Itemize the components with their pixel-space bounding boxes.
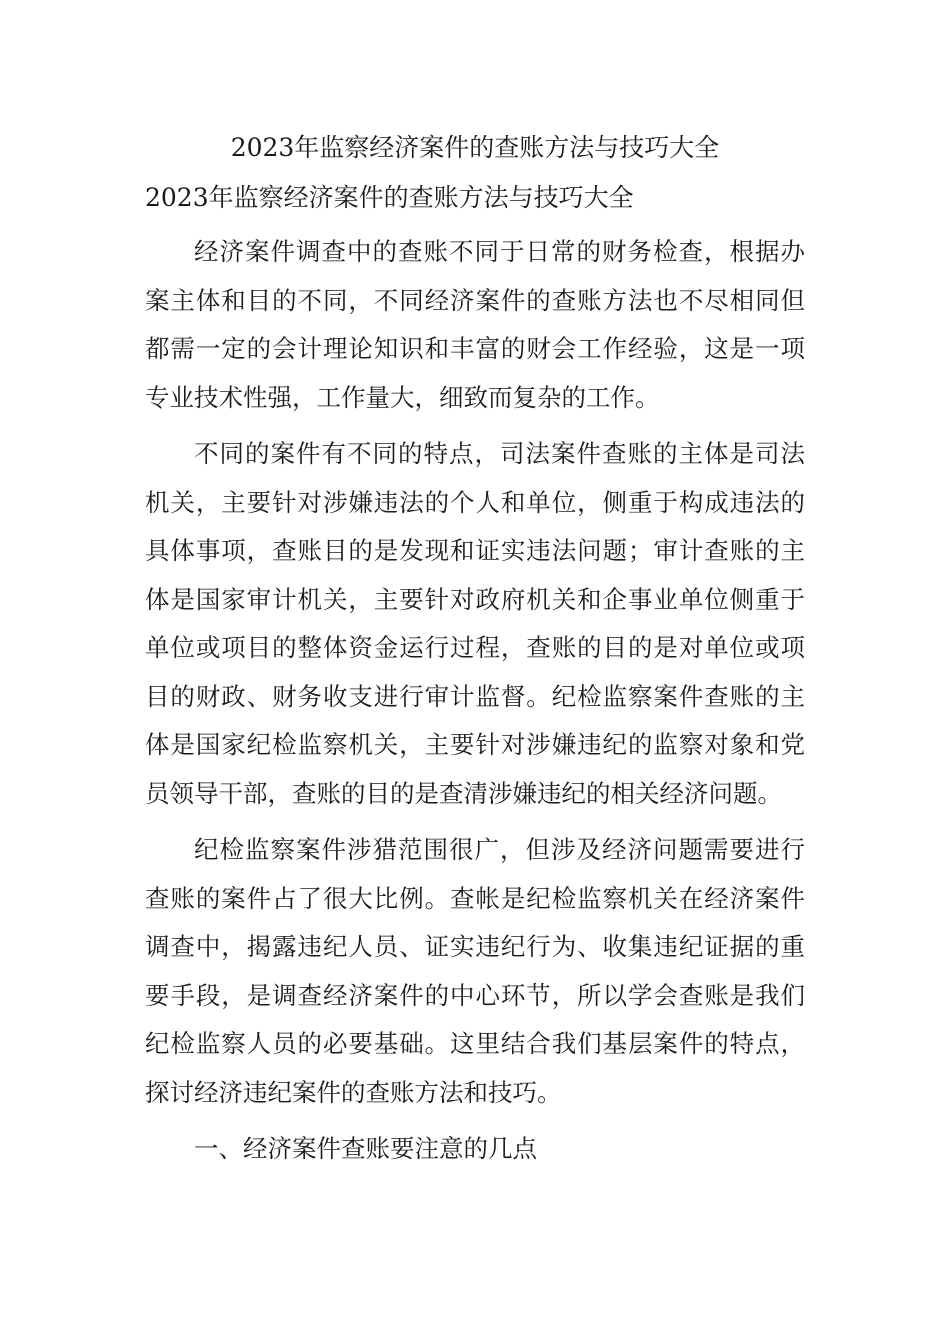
- paragraph-intro: 经济案件调查中的查账不同于日常的财务检查，根据办案主体和目的不同，不同经济案件的查账方法也不尽相同但都需一定的会计理论知识和丰富的财会工作经验，这是一项专业技术性强，工作量大，细致而复杂的工作。: [145, 237, 805, 412]
- document-subtitle: 2023年监察经济案件的查账方法与技巧大全: [145, 183, 634, 212]
- document-body: [145, 228, 805, 1174]
- section-heading: 一、经济案件查账要注意的几点: [194, 1134, 537, 1163]
- paragraph-discipline-cases: 纪检监察案件涉猎范围很广，但涉及经济问题需要进行查账的案件占了很大比例。查帐是纪检监察机关在经济案件调查中，揭露违纪人员、证实违纪行为、收集违纪证据的重要手段，是调查经济案件的中心环节，所以学会查账是我们纪检监察人员的必要基础。这里结合我们基层案件的特点，探讨经济违纪案件的查账方法和技巧。: [145, 835, 805, 1107]
- document-title: 2023年监察经济案件的查账方法与技巧大全: [230, 133, 720, 162]
- paragraph-case-types: 不同的案件有不同的特点，司法案件查账的主体是司法机关，主要针对涉嫌违法的个人和单位，侧重于构成违法的具体事项，查账目的是发现和证实违法问题；审计查账的主体是国家审计机关，主要针对政府机关和企事业单位侧重于单位或项目的整体资金运行过程，查账的目的是对单位或项目的财政、财务收支进行审计监督。纪检监察案件查账的主体是国家纪检监察机关，主要针对涉嫌违纪的监察对象和党员领导干部，查账的目的是查清涉嫌违纪的相关经济问题。: [145, 439, 805, 808]
